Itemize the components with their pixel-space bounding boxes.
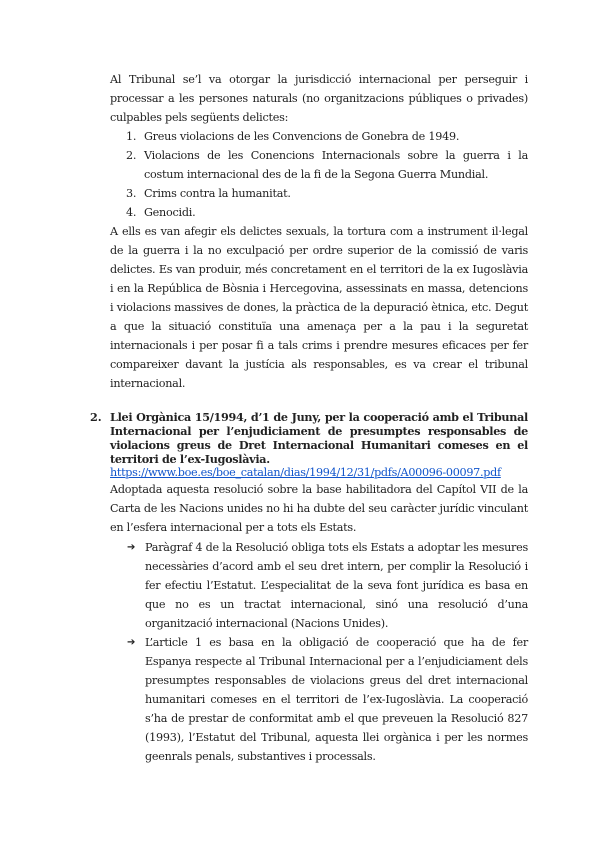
bullet-item-1 bbox=[127, 538, 528, 633]
law-heading bbox=[90, 410, 528, 480]
crime-item-1 bbox=[110, 127, 528, 146]
bullet-item-2 bbox=[127, 633, 528, 766]
crime-item-4 bbox=[110, 203, 528, 222]
law-number: 2. bbox=[90, 410, 102, 424]
crime-item-3 bbox=[110, 184, 528, 203]
crime-text: Violacions de les Conencions Internacionals sobre la guerra i la costum internacional des de la fi de la Segona Guerra Mundial. bbox=[144, 149, 528, 181]
law-link[interactable]: https://www.boe.es/boe_catalan/dias/1994/12/31/pdfs/A00096-00097.pdf bbox=[110, 466, 501, 479]
intro-paragraph: Al Tribunal se’l va otorgar la jurisdicció internacional per perseguir i processar a les persones naturals (no organitzacions públiques o privades) culpables pels següents delictes: bbox=[110, 73, 528, 124]
law-title: Llei Orgànica 15/1994, d’1 de Juny, per la cooperació amb el Tribunal Internacional per l’enjudiciament de presumptes responsables de violacions greus de Dret Internacional Humanitari comeses en el territori de l’ex-Iugoslàvia. bbox=[110, 410, 528, 466]
bullet-text: Paràgraf 4 de la Resolució obliga tots els Estats a adoptar les mesures necessàries d’acord amb el seu dret intern, per complir la Resolució i fer efectiu l’Estatut. L’especialitat de la seva font jurídica es basa en que no es un tractat internacional, sinó una resolució d’una organització internacional (Nacions Unides). bbox=[145, 541, 528, 630]
crime-number: 1. bbox=[126, 130, 137, 143]
crime-item-2 bbox=[110, 146, 528, 184]
crime-number: 2. bbox=[126, 149, 137, 162]
arrow-right-icon: ➔ bbox=[127, 542, 136, 553]
crimes-list bbox=[110, 127, 528, 222]
crime-text: Greus violacions de les Convencions de Gonebra de 1949. bbox=[144, 130, 460, 143]
arrow-right-icon: ➔ bbox=[127, 637, 136, 648]
crime-number: 3. bbox=[126, 187, 137, 200]
paragraph-resolution: Adoptada aquesta resolució sobre la base habilitadora del Capítol VII de la Carta de les Nacions unides no hi ha dubte del seu caràcter jurídic vinculant en l’esfera internacional per a tots els Estats. bbox=[110, 483, 528, 534]
crime-number: 4. bbox=[126, 206, 137, 219]
intro-section bbox=[110, 70, 528, 393]
crime-text: Genocidi. bbox=[144, 206, 196, 219]
paragraph-tribunal-origin: A ells es van afegir els delictes sexuals, la tortura com a instrument il·legal de la guerra i la no exculpació per ordre superior de la comissió de varis delictes. Es van produir, més concretament en el territori de la ex Iugoslàvia i en la República de Bòsnia i Hercegovina, assessinats en massa, detencions i violacions massives de dones, la pràctica de la depuració ètnica, etc. Degut a que la situació constituïa una amenaça per a la pau i la seguretat internacionals i per posar fi a tals crims i prendre mesures eficaces per fer compareixer davant la justícia als responsables, es va crear el tribunal internacional. bbox=[110, 225, 528, 390]
crime-text: Crims contra la humanitat. bbox=[144, 187, 291, 200]
bullet-text: L’article 1 es basa en la obligació de cooperació que ha de fer Espanya respecte al Tribunal Internacional per a l’enjudiciament dels presumptes responsables de violacions greus del dret internacional humanitari comeses en el territori de l’ex-Iugoslàvia. La cooperació s’ha de prestar de conformitat amb el que preveuen la Resolució 827 (1993), l’Estatut del Tribunal, aquesta llei orgànica i per les normes geenrals penals, substantives i processals. bbox=[145, 636, 528, 763]
bullet-list bbox=[127, 538, 528, 766]
resolution-section bbox=[110, 480, 528, 537]
